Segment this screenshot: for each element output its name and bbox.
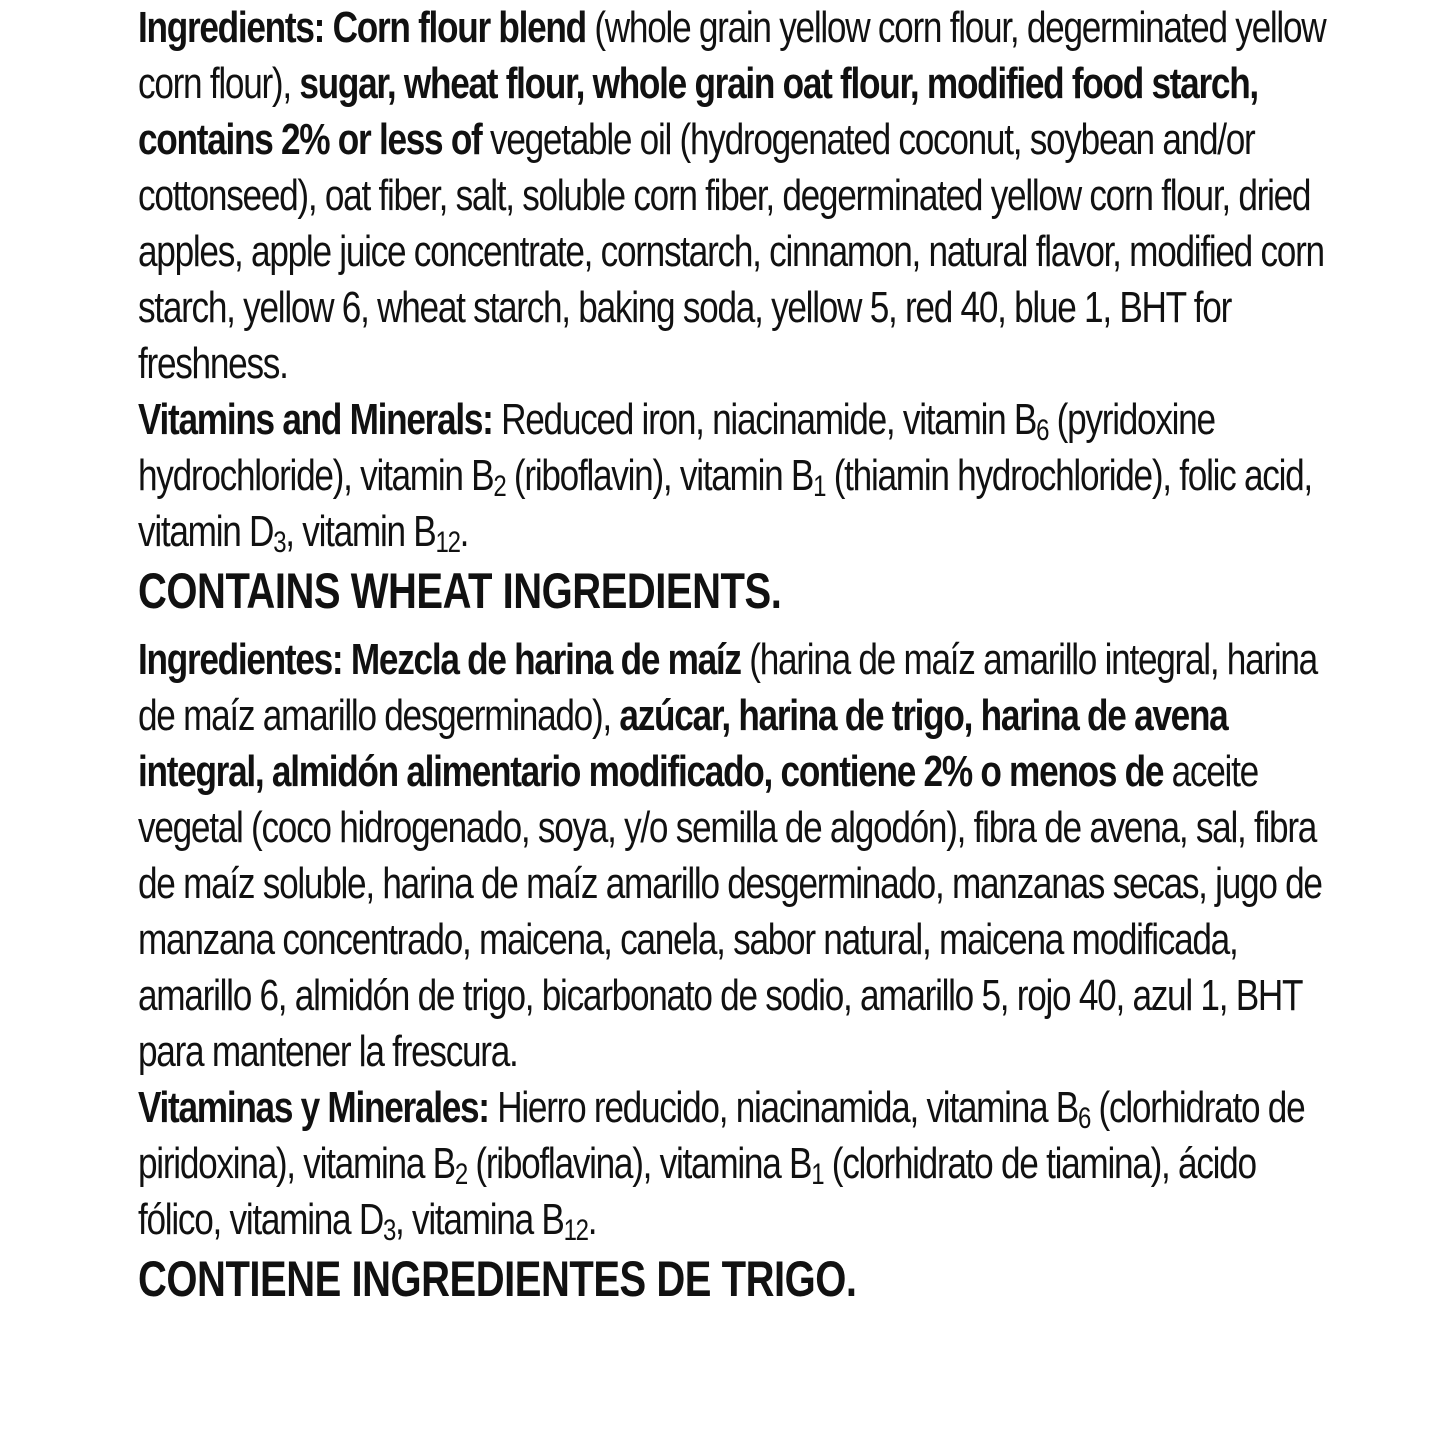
subscript: 3 — [382, 1214, 396, 1247]
subscript: 12 — [435, 526, 460, 559]
text-run: (pyridoxine hydrochloride), vitamin B — [138, 395, 1215, 500]
bold-text-run: Ingredientes: Mezcla de harina de maíz — [138, 635, 741, 684]
bold-text-run: sugar, wheat flour, whole grain oat flour, modified food starch, contains 2% or less of — [138, 59, 1258, 164]
text-run: Reduced iron, niacinamide, vitamin B — [492, 395, 1037, 444]
bold-text-run: Vitamins and Minerals: — [138, 395, 493, 444]
text-run: , vitamina B — [395, 1195, 564, 1244]
text-run: (harina de maíz amarillo integral, harina de maíz amarillo desgerminado), — [138, 635, 1317, 740]
ingredient-label — [138, 0, 1330, 1308]
subscript: 6 — [1077, 1102, 1091, 1135]
bold-text-run: Ingredients: Corn flour blend — [138, 3, 586, 52]
subscript: 3 — [273, 526, 286, 559]
subscript: 2 — [493, 470, 506, 503]
subscript: 2 — [454, 1158, 467, 1191]
spanish-allergen-statement: CONTIENE INGREDIENTES DE TRIGO. — [138, 1251, 857, 1307]
section-gap — [138, 620, 1330, 632]
text-run: . — [459, 507, 469, 556]
bold-text-run: Vitaminas y Minerales: — [138, 1083, 489, 1132]
english-allergen-statement: CONTAINS WHEAT INGREDIENTS. — [138, 563, 782, 619]
subscript: 1 — [813, 470, 826, 503]
spanish-ingredients — [138, 632, 1330, 1080]
text-run: aceite vegetal (coco hidrogenado, soya, y/o semilla de algodón), fibra de avena, sal, fibra de maíz soluble, harina de maíz amarillo desgerminado, manzanas secas, jugo de manzana concentrado, maicena, canela, sabor natural, maicena modificada, amarillo 6, almidón de trigo, bicarbonato de sodio, amarillo 5, rojo 40, azul 1, BHT para mantener la frescura. — [138, 747, 1322, 1076]
text-run: (riboflavin), vitamin B — [505, 451, 814, 500]
english-vitamins-minerals — [138, 392, 1330, 560]
text-run: , vitamin B — [285, 507, 436, 556]
subscript: 6 — [1036, 414, 1049, 447]
text-run: (clorhidrato de piridoxina), vitamina B — [138, 1083, 1305, 1188]
text-run: (riboflavina), vitamina B — [466, 1139, 812, 1188]
spanish-vitamins-minerals — [138, 1080, 1330, 1248]
text-run: (thiamin hydrochloride), folic acid, vitamin D — [138, 451, 1312, 556]
text-run: (clorhidrato de tiamina), ácido fólico, vitamina D — [138, 1139, 1256, 1244]
text-run: Hierro reducido, niacinamida, vitamina B — [488, 1083, 1078, 1132]
text-run: (whole grain yellow corn flour, degerminated yellow corn flour), — [138, 3, 1326, 108]
english-ingredients — [138, 0, 1330, 392]
bold-text-run: azúcar, harina de trigo, harina de avena integral, almidón alimentario modificado, contiene 2% o menos de — [138, 691, 1228, 796]
subscript: 12 — [563, 1214, 588, 1247]
text-run: vegetable oil (hydrogenated coconut, soybean and/or cottonseed), oat fiber, salt, soluble corn fiber, degerminated yellow corn flour, dried apples, apple juice concentrate, cornstarch, cinnamon, natural flavor, modified corn starch, yellow 6, wheat starch, baking soda, yellow 5, red 40, blue 1, BHT for freshness. — [138, 115, 1324, 388]
text-run: . — [587, 1195, 597, 1244]
subscript: 1 — [811, 1158, 824, 1191]
